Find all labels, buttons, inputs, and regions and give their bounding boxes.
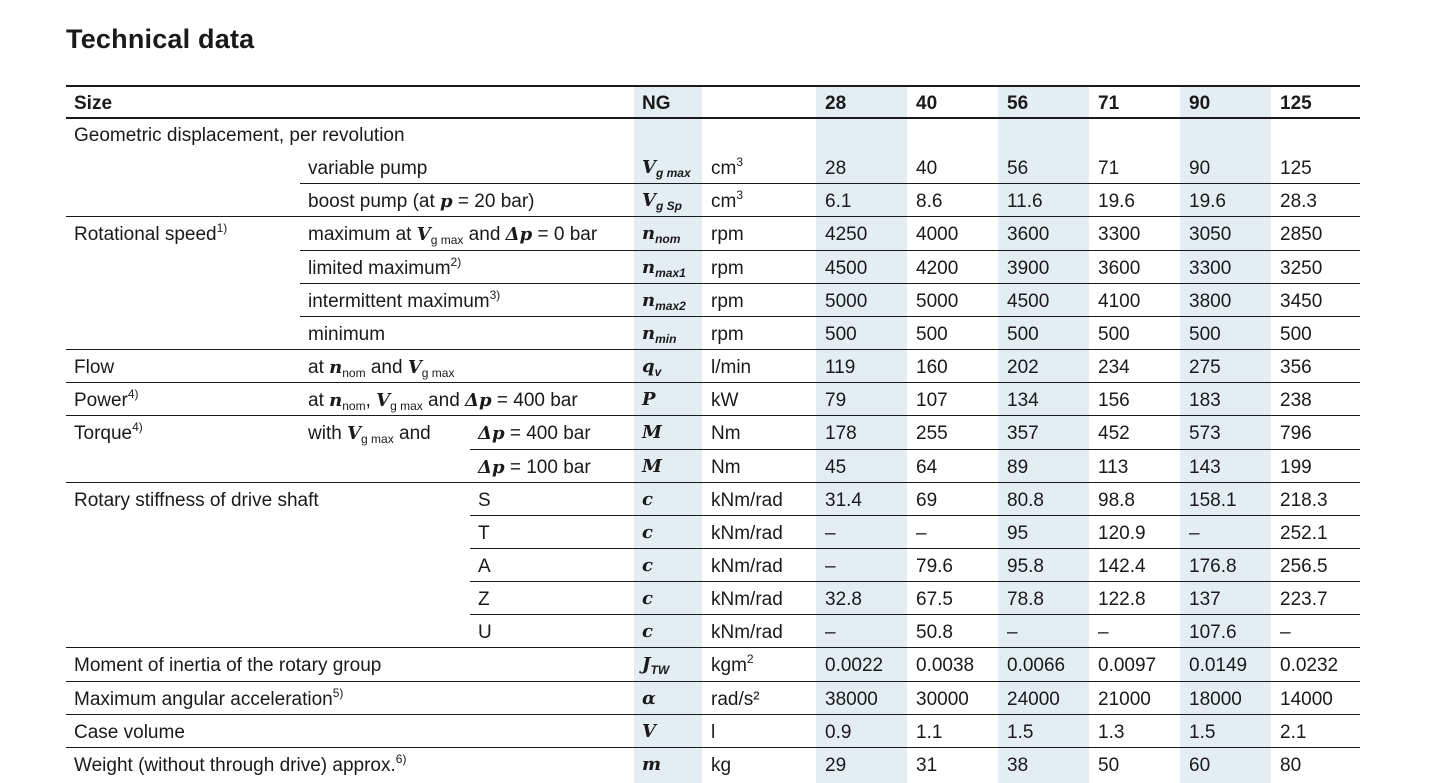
table-cell: 38000 (825, 688, 878, 710)
table-cell: 573 (1189, 423, 1221, 445)
table-cell: 30000 (916, 688, 969, 710)
row-unit: rpm (711, 290, 744, 312)
table-cell: 4500 (1007, 290, 1050, 312)
row-label: Geometric displacement, per revolution (74, 125, 405, 146)
table-cell: 3300 (1189, 257, 1232, 279)
row-unit: kgm$^2$ (711, 652, 754, 677)
row-sublabel: at $n_{nom}$, $V_{g max}$ and Δp = 400 bar (308, 390, 578, 414)
table-cell: 0.9 (825, 721, 852, 743)
row-unit: rpm (711, 257, 744, 279)
table-rule (470, 515, 1360, 516)
table-cell: – (1189, 522, 1200, 544)
table-cell: 178 (825, 423, 857, 445)
table-cell: 160 (916, 357, 948, 379)
row-symbol: P (642, 389, 656, 411)
row-symbol: V (642, 720, 656, 742)
table-cell: 3250 (1280, 257, 1323, 279)
table-cell: 137 (1189, 589, 1221, 611)
table-cell: 95.8 (1007, 555, 1044, 577)
row-sublabel: minimum (308, 323, 386, 345)
table-rule (66, 714, 1360, 715)
table-rule (66, 349, 1360, 350)
table-cell: 3050 (1189, 224, 1232, 246)
table-cell: 500 (1007, 323, 1039, 345)
table-cell: 113 (1098, 456, 1129, 478)
row-symbol: c (642, 621, 653, 643)
table-cell: 11.6 (1007, 191, 1043, 213)
table-rule (470, 449, 1360, 450)
row-symbol: $V_{g Sp}$ (642, 190, 682, 214)
row-condition: T (478, 522, 490, 544)
table-rule (66, 415, 1360, 416)
table-cell: 223.7 (1280, 589, 1328, 611)
row-label: Rotational speed$^{1)}$ (74, 221, 228, 246)
table-cell: 134 (1007, 390, 1039, 412)
table-rule (300, 183, 1360, 184)
row-symbol: c (642, 554, 653, 576)
table-cell: 5000 (916, 290, 959, 312)
table-rule (470, 548, 1360, 549)
table-cell: 98.8 (1098, 489, 1135, 511)
table-cell: – (825, 555, 836, 577)
table-cell: 119 (825, 357, 856, 379)
row-symbol: c (642, 588, 653, 610)
table-cell: 0.0232 (1280, 655, 1339, 677)
row-condition: Δp = 400 bar (478, 423, 591, 445)
table-cell: 19.6 (1098, 191, 1135, 213)
table-cell: 2850 (1280, 224, 1323, 246)
row-sublabel: variable pump (308, 158, 428, 180)
row-condition: S (478, 489, 491, 511)
table-cell: 234 (1098, 357, 1130, 379)
table-cell: 357 (1007, 423, 1039, 445)
table-cell: 500 (825, 323, 857, 345)
row-symbol: c (642, 488, 653, 510)
table-cell: 158.1 (1189, 489, 1237, 511)
header-size-125: 125 (1280, 93, 1312, 114)
table-cell: 78.8 (1007, 589, 1044, 611)
row-symbol: $J_{TW}$ (642, 654, 670, 678)
table-cell: 796 (1280, 423, 1312, 445)
row-unit: kNm/rad (711, 489, 783, 511)
table-cell: 125 (1280, 158, 1312, 180)
row-symbol: $q_v$ (642, 356, 662, 380)
row-label: Weight (without through drive) approx.$^{6)}$ (74, 751, 407, 776)
header-ng: NG (642, 93, 671, 114)
row-symbol: $n_{max1}$ (642, 256, 686, 280)
table-cell: 3600 (1098, 257, 1141, 279)
table-cell: 2.1 (1280, 721, 1307, 743)
header-size-90: 90 (1189, 93, 1211, 114)
table-cell: 8.6 (916, 191, 943, 213)
row-unit: $cm^3$ (711, 155, 744, 180)
table-cell: 1.5 (1007, 721, 1034, 743)
row-symbol: m (642, 753, 662, 775)
table-cell: 107.6 (1189, 622, 1237, 644)
row-sublabel: limited maximum$^{2)}$ (308, 254, 462, 279)
table-cell: 143 (1189, 456, 1221, 478)
table-cell: 238 (1280, 390, 1312, 412)
table-cell: – (1098, 622, 1109, 644)
table-cell: 45 (825, 456, 847, 478)
table-cell: 4250 (825, 224, 868, 246)
table-cell: 3300 (1098, 224, 1141, 246)
table-cell: 500 (1098, 323, 1130, 345)
table-cell: 31.4 (825, 489, 862, 511)
table-cell: 202 (1007, 357, 1039, 379)
table-cell: 0.0038 (916, 655, 975, 677)
table-cell: 500 (1189, 323, 1221, 345)
table-cell: 156 (1098, 390, 1130, 412)
table-cell: 4500 (825, 257, 868, 279)
table-cell: 64 (916, 456, 938, 478)
row-label: Case volume (74, 721, 185, 743)
table-cell: 60 (1189, 754, 1211, 776)
table-cell: 32.8 (825, 589, 862, 611)
table-cell: 31 (916, 754, 938, 776)
row-symbol: $n_{nom}$ (642, 223, 681, 247)
table-cell: 120.9 (1098, 522, 1146, 544)
table-cell: 95 (1007, 522, 1029, 544)
row-label: Rotary stiffness of drive shaft (74, 489, 319, 511)
table-rule (66, 482, 1360, 483)
row-condition: U (478, 622, 492, 644)
table-cell: 0.0022 (825, 655, 884, 677)
row-sublabel: boost pump (at p = 20 bar) (308, 191, 535, 213)
row-unit: kNm/rad (711, 589, 783, 611)
row-unit: rpm (711, 323, 744, 345)
table-cell: 40 (916, 158, 938, 180)
row-label: Torque$^{4)}$ (74, 420, 143, 445)
row-sublabel: with $V_{g max}$ and (308, 423, 431, 447)
table-cell: 3800 (1189, 290, 1232, 312)
table-cell: 80.8 (1007, 489, 1044, 511)
row-symbol: $n_{max2}$ (642, 289, 686, 313)
header-size-56: 56 (1007, 93, 1029, 114)
table-cell: 6.1 (825, 191, 852, 213)
table-cell: 21000 (1098, 688, 1151, 710)
table-cell: 176.8 (1189, 555, 1237, 577)
table-cell: 218.3 (1280, 489, 1328, 511)
row-unit: kNm/rad (711, 522, 783, 544)
row-label: Power$^{4)}$ (74, 387, 139, 412)
table-cell: 67.5 (916, 589, 953, 611)
table-cell: 356 (1280, 357, 1312, 379)
table-cell: 0.0066 (1007, 655, 1066, 677)
table-rule (66, 747, 1360, 748)
table-cell: – (1007, 622, 1018, 644)
table-cell: 0.0149 (1189, 655, 1248, 677)
row-symbol: M (642, 422, 662, 444)
table-cell: – (825, 522, 836, 544)
table-cell: 90 (1189, 158, 1211, 180)
row-symbol: α (642, 687, 656, 709)
table-cell: 122.8 (1098, 589, 1146, 611)
header-size-40: 40 (916, 93, 938, 114)
row-sublabel: intermittent maximum$^{3)}$ (308, 287, 501, 312)
row-unit: l (711, 721, 716, 743)
row-sublabel: at $n_{nom}$ and $V_{g max}$ (308, 357, 455, 381)
table-cell: 24000 (1007, 688, 1060, 710)
table-cell: 56 (1007, 158, 1029, 180)
table-cell: 256.5 (1280, 555, 1328, 577)
row-symbol: c (642, 521, 653, 543)
table-cell: 71 (1098, 158, 1120, 180)
table-cell: 5000 (825, 290, 868, 312)
table-cell: – (1280, 622, 1291, 644)
table-cell: 29 (825, 754, 847, 776)
table-cell: 142.4 (1098, 555, 1146, 577)
row-unit: Nm (711, 456, 741, 478)
row-label: Moment of inertia of the rotary group (74, 655, 382, 677)
table-rule (300, 250, 1360, 251)
table-rule (66, 85, 1360, 87)
table-cell: 107 (916, 390, 948, 412)
table-cell: 3450 (1280, 290, 1323, 312)
table-cell: 28.3 (1280, 191, 1317, 213)
row-unit: rad/s² (711, 688, 760, 710)
row-unit: $cm^3$ (711, 188, 744, 213)
page-title: Technical data (66, 24, 255, 54)
table-rule (66, 117, 1360, 119)
table-cell: 69 (916, 489, 938, 511)
table-cell: 255 (916, 423, 948, 445)
table-rule (470, 614, 1360, 615)
table-cell: 0.0097 (1098, 655, 1157, 677)
table-cell: 3600 (1007, 224, 1050, 246)
row-symbol: $V_{g max}$ (642, 157, 691, 181)
table-rule (66, 382, 1360, 383)
row-unit: kg (711, 754, 732, 776)
table-cell: 79.6 (916, 555, 953, 577)
table-cell: 500 (916, 323, 948, 345)
table-cell: 4000 (916, 224, 959, 246)
table-cell: 199 (1280, 456, 1312, 478)
table-rule (66, 681, 1360, 682)
row-unit: kW (711, 390, 739, 412)
table-cell: 50 (1098, 754, 1120, 776)
table-cell: 183 (1189, 390, 1221, 412)
row-unit: kNm/rad (711, 555, 783, 577)
row-unit: kNm/rad (711, 622, 783, 644)
table-cell: 18000 (1189, 688, 1242, 710)
row-condition: A (478, 555, 491, 577)
row-label: Maximum angular acceleration$^{5)}$ (74, 685, 344, 710)
header-size: Size (74, 93, 113, 114)
table-rule (470, 581, 1360, 582)
table-cell: 252.1 (1280, 522, 1328, 544)
row-label: Flow (74, 357, 115, 379)
table-cell: 4200 (916, 257, 959, 279)
table-cell: 1.5 (1189, 721, 1216, 743)
row-unit: Nm (711, 423, 741, 445)
table-cell: 19.6 (1189, 191, 1226, 213)
table-cell: – (825, 622, 836, 644)
table-cell: 275 (1189, 357, 1221, 379)
table-cell: 1.3 (1098, 721, 1125, 743)
row-unit: rpm (711, 224, 744, 246)
table-cell: – (916, 522, 927, 544)
row-condition: Z (478, 589, 490, 611)
table-rule (66, 216, 1360, 217)
table-rule (300, 316, 1360, 317)
row-symbol: $n_{min}$ (642, 322, 677, 346)
row-symbol: M (642, 455, 662, 477)
table-cell: 14000 (1280, 688, 1333, 710)
table-rule (300, 283, 1360, 284)
row-condition: Δp = 100 bar (478, 456, 591, 478)
table-cell: 79 (825, 390, 847, 412)
row-sublabel: maximum at $V_{g max}$ and Δp = 0 bar (308, 224, 598, 248)
table-cell: 38 (1007, 754, 1029, 776)
row-unit: l/min (711, 357, 752, 379)
table-cell: 3900 (1007, 257, 1050, 279)
table-rule (66, 647, 1360, 648)
table-cell: 80 (1280, 754, 1302, 776)
header-size-28: 28 (825, 93, 847, 114)
table-cell: 89 (1007, 456, 1029, 478)
table-cell: 452 (1098, 423, 1130, 445)
header-size-71: 71 (1098, 93, 1120, 114)
table-cell: 28 (825, 158, 847, 180)
table-cell: 4100 (1098, 290, 1141, 312)
table-cell: 50.8 (916, 622, 953, 644)
table-cell: 1.1 (916, 721, 943, 743)
table-cell: 500 (1280, 323, 1312, 345)
